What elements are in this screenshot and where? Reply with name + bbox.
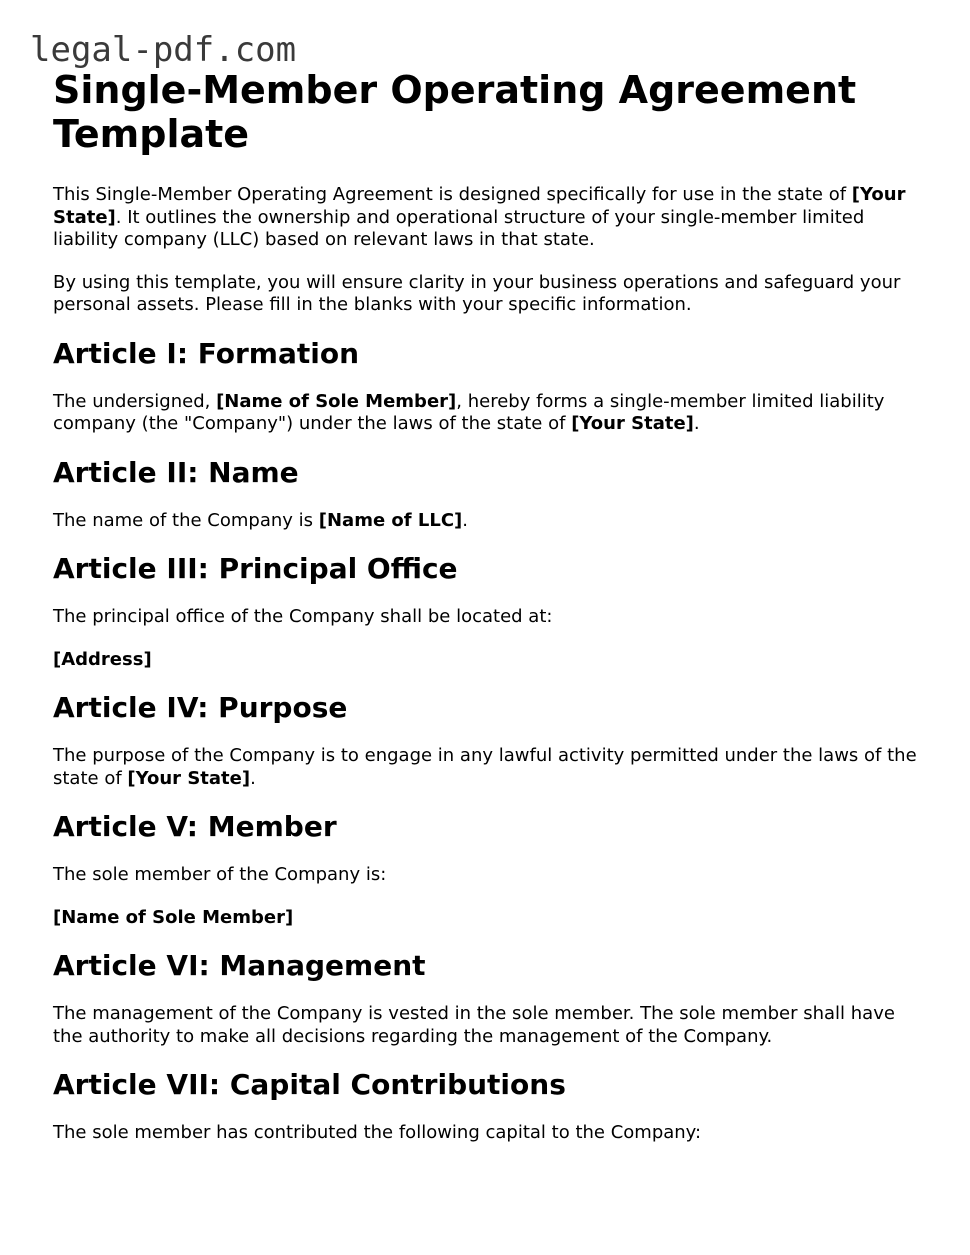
article-5-text: The sole member of the Company is: — [53, 864, 387, 885]
article-1-text: The undersigned, [Name of Sole Member], hereby forms a single-member limited liability company (the "Company") under the laws of the state of [Your State]. — [53, 390, 885, 434]
article-3-heading: Article III: Principal Office — [53, 552, 458, 585]
member-name-placeholder: [Name of Sole Member] — [216, 390, 457, 412]
state-placeholder: [Your State] — [127, 767, 251, 789]
llc-name-placeholder: [Name of LLC] — [318, 509, 463, 531]
watermark-logo: legal-pdf.com — [30, 30, 297, 70]
article-1-heading: Article I: Formation — [53, 336, 360, 370]
article-3-text: The principal office of the Company shall be located at: — [53, 606, 553, 627]
article-5-heading: Article V: Member — [53, 810, 337, 843]
address-placeholder: [Address] — [53, 648, 152, 670]
document-body — [53, 68, 923, 1165]
state-placeholder: [Your State] — [53, 184, 906, 228]
state-placeholder: [Your State] — [571, 413, 694, 434]
intro-paragraph-1: This Single-Member Operating Agreement is designed specifically for use in the state of [Your State]. It outlines the ownership and operational structure of your single-member limited liability company (LLC) based on relevant laws in that state. — [53, 184, 906, 250]
article-4-heading: Article IV: Purpose — [53, 691, 348, 724]
article-7-text: The sole member has contributed the following capital to the Company: — [53, 1122, 702, 1143]
article-4-text: The purpose of the Company is to engage in any lawful activity permitted under the laws of the state of [Your State]. — [53, 745, 917, 789]
article-6-text: The management of the Company is vested in the sole member. The sole member shall have the authority to make all decisions regarding the management of the Company. — [53, 1003, 895, 1047]
intro-paragraph-2: By using this template, you will ensure clarity in your business operations and safeguard your personal assets. Please fill in the blanks with your specific information. — [53, 271, 901, 315]
article-6-heading: Article VI: Management — [53, 949, 426, 982]
document-title: Single-Member Operating Agreement Template — [53, 68, 857, 156]
article-2-text: The name of the Company is [Name of LLC]. — [53, 509, 469, 531]
article-2-heading: Article II: Name — [53, 455, 299, 489]
member-name-placeholder: [Name of Sole Member] — [53, 906, 294, 928]
article-7-heading: Article VII: Capital Contributions — [53, 1068, 566, 1101]
